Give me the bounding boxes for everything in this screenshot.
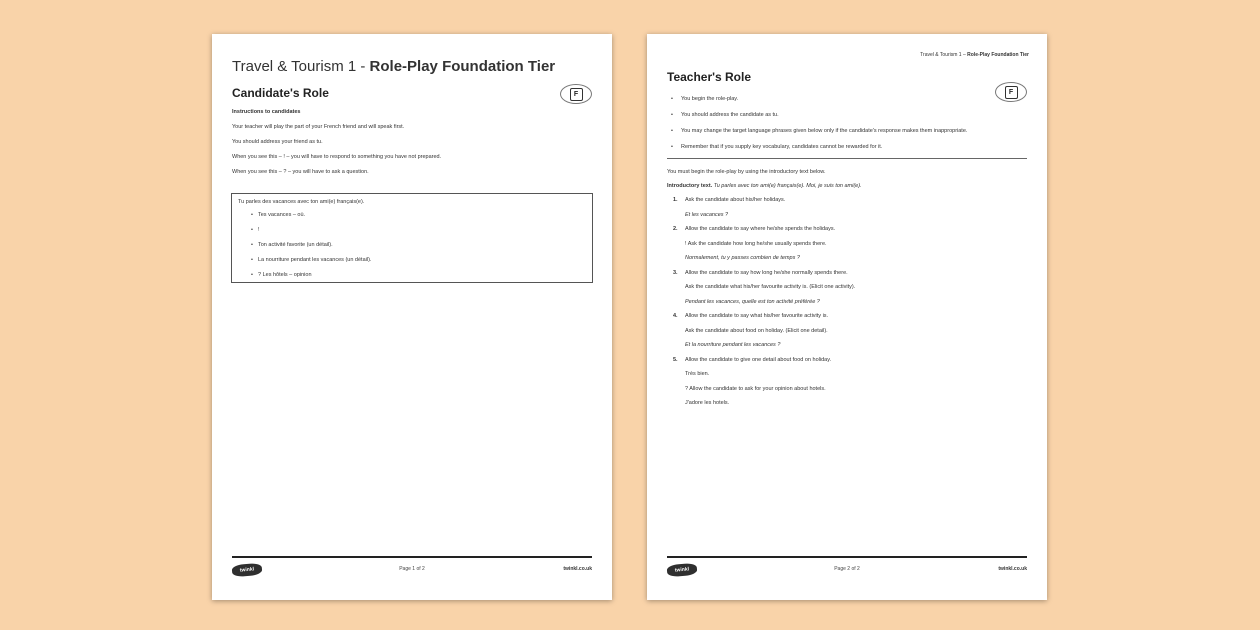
footer-divider: [232, 556, 592, 558]
intro-text: Tu parles avec ton ami(e) français(e). Moi, je suis ton ami(e).: [713, 183, 862, 189]
section-title: Teacher's Role: [667, 70, 751, 84]
closing-line: ? Allow the candidate to ask for your opinion about hotels.: [685, 385, 826, 392]
step-5: [667, 357, 1027, 364]
step-line-french: Et la nourriture pendant les vacances ?: [685, 342, 781, 348]
candidate-role-page: [212, 34, 612, 600]
twinkl-logo: twinkl: [232, 563, 263, 578]
page-number: Page 2 of 2: [834, 566, 860, 572]
step-line: Allow the candidate to say where he/she spends the holidays.: [685, 226, 836, 232]
instruction-line: When you see this – ? – you will have to ask a question.: [232, 169, 369, 175]
site-url: twinkl.co.uk: [563, 566, 592, 572]
section-title: Candidate's Role: [232, 86, 329, 100]
scenario-list: [238, 212, 586, 279]
closing-line: Très bien.: [685, 371, 710, 377]
step-line: Allow the candidate to give one detail about food on holiday.: [685, 356, 832, 363]
scenario-box: [231, 193, 593, 283]
page-number: Page 1 of 2: [399, 566, 425, 572]
step-line-french: Pendant les vacances, quelle est ton activité préférée ?: [685, 298, 820, 305]
step-line: ! Ask the candidate how long he/she usually spends there.: [685, 240, 827, 247]
step-number: 5.: [673, 356, 678, 363]
step-line-french: Normalement, tu y passes combien de temps ?: [685, 255, 800, 261]
step-1: [667, 197, 1027, 219]
teacher-role-page: [647, 34, 1047, 600]
begin-note: You must begin the role-play by using the introductory text below.: [667, 169, 826, 175]
step-number: 3.: [673, 269, 678, 276]
scenario-item: • La nourriture pendant les vacances (un détail).: [258, 257, 586, 264]
scenario-item: • Ton activité favorite (un détail).: [258, 242, 586, 249]
scenario-item: • Tes vacances – où.: [258, 212, 586, 219]
guidance-item: • You should address the candidate as tu.: [671, 112, 1027, 119]
foundation-tier-badge: [560, 84, 592, 104]
section-divider: [667, 158, 1027, 159]
teacher-guidance-list: [671, 96, 1027, 160]
step-number: 2.: [673, 226, 678, 232]
step-line: Ask the candidate what his/her favourite activity is. (Elicit one activity).: [685, 284, 856, 290]
step-line: Ask the candidate about food on holiday. (Elicit one detail).: [685, 327, 828, 334]
twinkl-logo: twinkl: [667, 563, 698, 578]
instruction-line: You should address your friend as tu.: [232, 139, 323, 145]
instruction-line: Your teacher will play the part of your French friend and will speak first.: [232, 124, 405, 130]
instructions-heading: Instructions to candidates: [232, 109, 301, 115]
page-title: [232, 58, 555, 75]
step-number: 1.: [673, 197, 678, 203]
tier-letter: F: [570, 88, 583, 101]
introductory-text: [667, 183, 1027, 190]
role-play-script: [667, 169, 1027, 415]
step-list: [667, 197, 1027, 364]
site-url: twinkl.co.uk: [998, 566, 1027, 572]
scenario-item: • !: [258, 227, 586, 234]
step-line: Ask the candidate about his/her holidays.: [685, 197, 786, 203]
instructions-block: [232, 109, 592, 184]
step-line: Allow the candidate to say what his/her favourite activity is.: [685, 313, 829, 319]
instruction-line: When you see this – ! – you will have to respond to something you have not prepared.: [232, 154, 442, 160]
title-bold: Role-Play Foundation Tier: [369, 58, 556, 75]
guidance-item: • You may change the target language phrases given below only if the candidate's response makes them inappropriate.: [671, 128, 1027, 135]
scenario-intro: Tu parles des vacances avec ton ami(e) français(e).: [238, 199, 365, 205]
title-light: Travel & Tourism 1 -: [232, 58, 370, 75]
closing-line: J'adore les hotels.: [685, 400, 730, 406]
footer-divider: [667, 556, 1027, 558]
step-3: [667, 270, 1027, 306]
step-line-french: Et les vacances ?: [685, 211, 729, 218]
running-header: [920, 52, 1029, 58]
step-2: [667, 226, 1027, 262]
intro-label: Introductory text.: [667, 183, 713, 189]
guidance-item: • You begin the role-play.: [671, 96, 1027, 103]
header-light: Travel & Tourism 1 –: [920, 52, 968, 58]
scenario-item: • ? Les hôtels – opinion: [258, 272, 586, 279]
tier-letter: F: [1005, 86, 1018, 99]
step-4: [667, 313, 1027, 349]
step-number: 4.: [673, 313, 678, 319]
guidance-item: • Remember that if you supply key vocabulary, candidates cannot be rewarded for it.: [671, 144, 1027, 151]
header-bold: Role-Play Foundation Tier: [967, 52, 1029, 58]
step-line: Allow the candidate to say how long he/she normally spends there.: [685, 269, 848, 276]
